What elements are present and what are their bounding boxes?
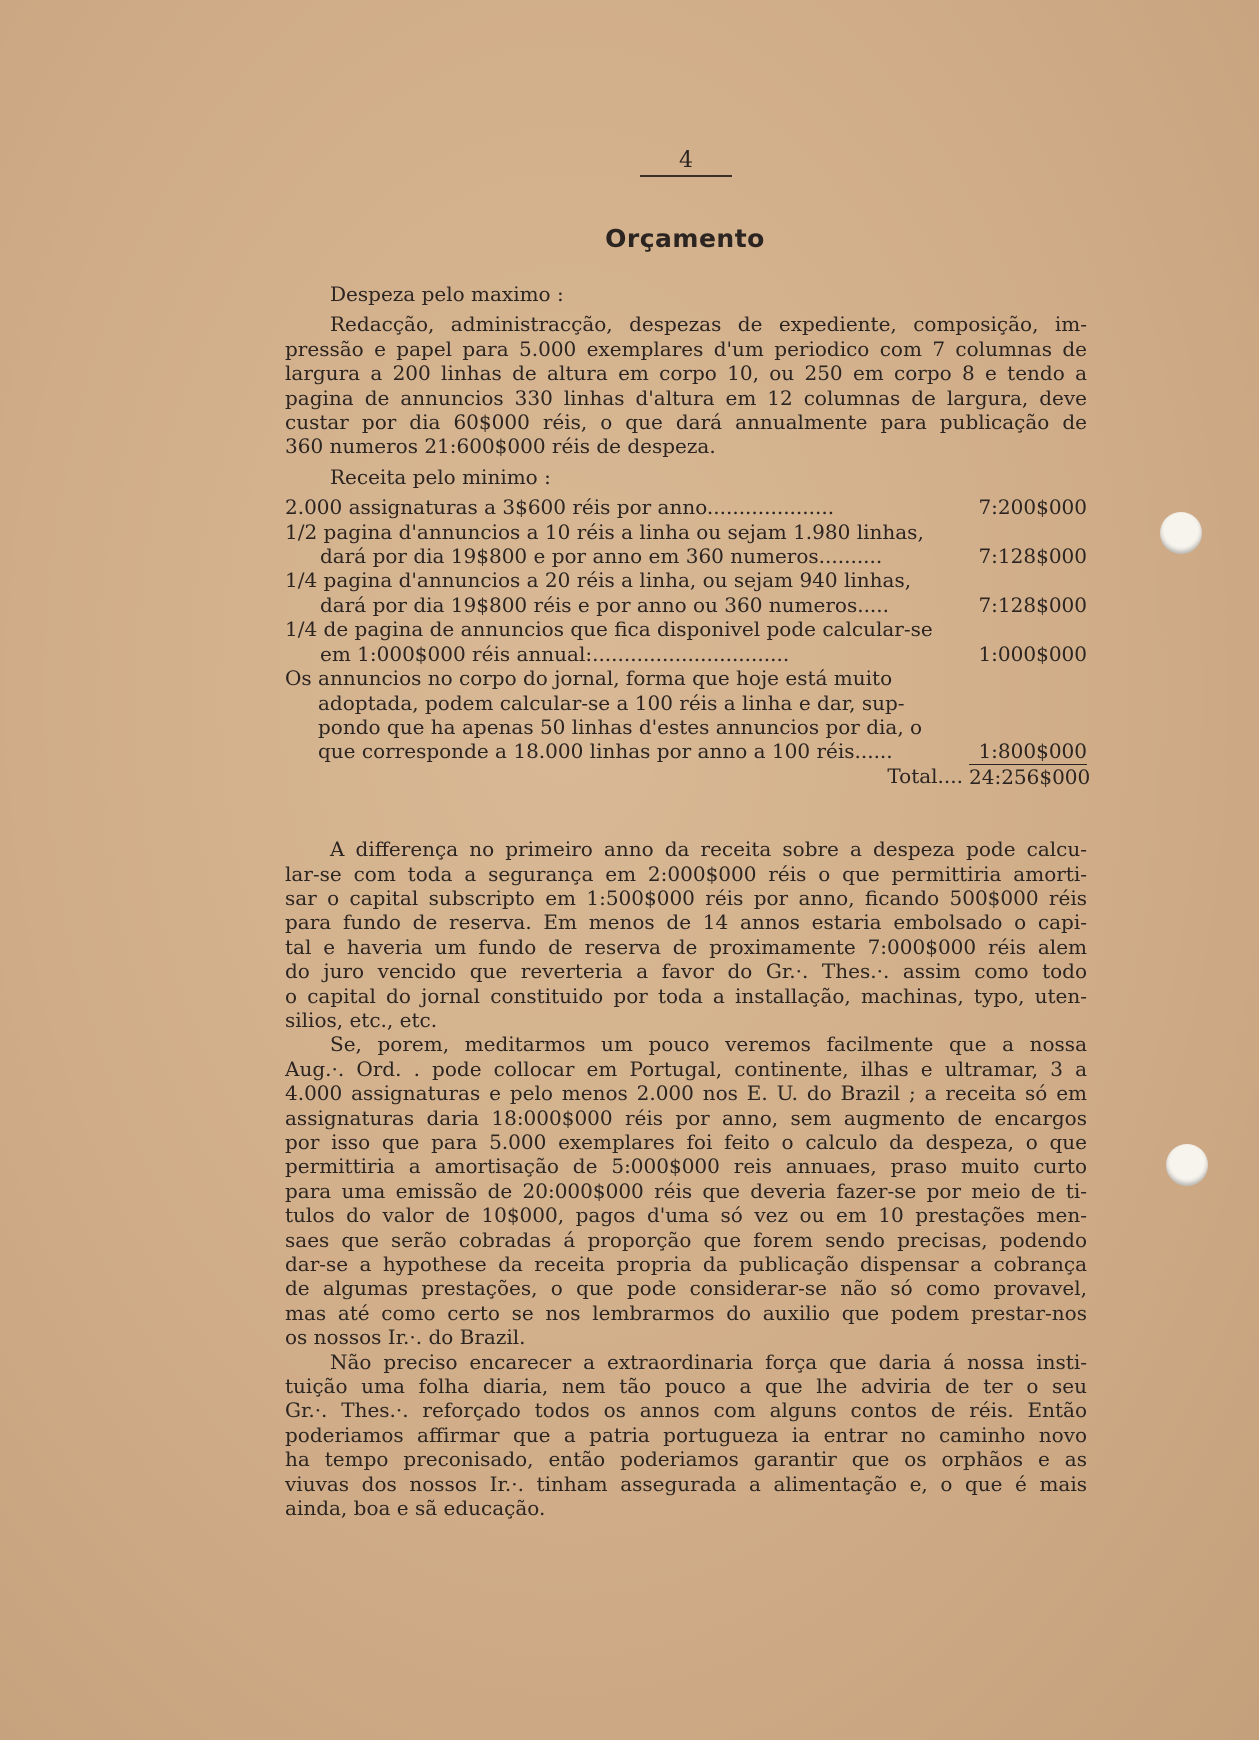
- text-line: silios, etc., etc.: [285, 1007, 438, 1032]
- text-line: 360 numeros 21:600$000 réis de despeza.: [285, 434, 716, 459]
- receita-desc: 1/2 pagina d'annuncios a 10 réis a linha ou sejam 1.980 linhas,: [285, 519, 924, 544]
- text-line: custar por dia 60$000 réis, o que dará annualmente para publicação de: [285, 410, 1087, 435]
- page-number: 4: [640, 148, 732, 177]
- receita-row: [285, 520, 1087, 544]
- receita-amount: 1:800$000: [978, 739, 1087, 764]
- total-amount: 24:256$000: [969, 764, 1091, 789]
- page-title: Orçamento: [605, 224, 765, 253]
- text-line: para fundo de reserva. Em menos de 14 annos estaria embolsado o capi-: [285, 910, 1087, 935]
- receita-desc: em 1:000$000 réis annual:...............................: [320, 641, 790, 666]
- punch-hole-bottom: [1166, 1144, 1208, 1186]
- text-line: de algumas prestações, o que pode considerar-se não só como provavel,: [285, 1276, 1087, 1301]
- text-line: permittiria a amortisação de 5:000$000 reis annuaes, praso muito curto: [285, 1154, 1087, 1179]
- receita-row: [285, 691, 1087, 715]
- receita-amount: 7:128$000: [978, 544, 1087, 569]
- paragraph-nao-preciso: [285, 1350, 1087, 1521]
- text-line: do juro vencido que reverteria a favor do Gr.·. Thes.·. assim como todo: [285, 959, 1087, 984]
- receita-row: [285, 617, 1087, 641]
- receita-table: [285, 495, 1091, 789]
- text-line: dar-se a hypothese da receita propria da publicação dispensar a cobrança: [285, 1252, 1087, 1277]
- receita-row: [285, 544, 1087, 568]
- document-body: [285, 282, 1091, 1521]
- text-line: saes que serão cobradas á proporção que forem sendo precisas, podendo: [285, 1227, 1087, 1252]
- text-line: tal e haveria um fundo de reserva de proximamente 7:000$000 réis alem: [285, 934, 1087, 959]
- receita-desc: adoptada, podem calcular-se a 100 réis a linha e dar, sup-: [318, 690, 905, 715]
- receita-row: [285, 568, 1087, 592]
- text-line: Não preciso encarecer a extraordinaria força que daria á nossa insti-: [330, 1349, 1087, 1374]
- text-line: Gr.·. Thes.·. reforçado todos os annos com alguns contos de réis. Então: [285, 1398, 1087, 1423]
- despeza-label: Despeza pelo maximo :: [330, 282, 564, 306]
- receita-row: [285, 642, 1087, 666]
- text-line: por isso que para 5.000 exemplares foi feito o calculo da despeza, o que: [285, 1130, 1087, 1154]
- receita-row: [285, 715, 1087, 739]
- receita-desc: 1/4 de pagina de annuncios que fica disponivel pode calcular-se: [285, 617, 933, 642]
- paragraph-differenca: [285, 837, 1087, 1032]
- text-line: para uma emissão de 20:000$000 réis que deveria fazer-se por meio de ti-: [285, 1178, 1087, 1203]
- text-line: Aug.·. Ord. . pode collocar em Portugal, continente, ilhas e ultramar, 3 a: [285, 1056, 1087, 1081]
- receita-label: Receita pelo minimo :: [330, 464, 551, 489]
- total-label: Total....: [887, 763, 963, 788]
- receita-desc: 1/4 pagina d'annuncios a 20 réis a linha, ou sejam 940 linhas,: [285, 568, 912, 593]
- receita-row: [285, 593, 1087, 617]
- text-line: tuição uma folha diaria, nem tão pouco a que lhe adviria de ter o seu: [285, 1374, 1087, 1399]
- receita-desc: Os annuncios no corpo do jornal, forma que hoje está muito: [285, 666, 893, 691]
- text-line: viuvas dos nossos Ir.·. tinham assegurada a alimentação e, o que é mais: [285, 1471, 1087, 1496]
- receita-row: [285, 739, 1087, 763]
- text-line: Redacção, administracção, despezas de expediente, composição, im-: [330, 312, 1087, 337]
- total-row: [285, 763, 1091, 789]
- punch-hole-top: [1160, 512, 1202, 554]
- receita-desc: 2.000 assignaturas a 3$600 réis por anno....................: [285, 495, 835, 520]
- text-line: mas até como certo se nos lembrarmos do auxilio que podem prestar-nos: [285, 1300, 1087, 1325]
- receita-row: [285, 666, 1087, 690]
- receita-amount: 7:128$000: [978, 592, 1087, 617]
- text-line: ha tempo preconisado, então poderiamos garantir que os orphãos e as: [285, 1447, 1087, 1472]
- text-line: os nossos Ir.·. do Brazil.: [285, 1325, 526, 1350]
- receita-desc: dará por dia 19$800 e por anno em 360 numeros..........: [320, 544, 883, 569]
- text-line: lar-se com toda a segurança em 2:000$000 réis o que permittiria amorti-: [285, 861, 1087, 886]
- text-line: tulos do valor de 10$000, pagos d'uma só vez ou em 10 prestações men-: [285, 1203, 1087, 1228]
- text-line: Se, porem, meditarmos um pouco veremos facilmente que a nossa: [330, 1032, 1087, 1057]
- text-line: pressão e papel para 5.000 exemplares d'um periodico com 7 columnas de: [285, 336, 1087, 361]
- text-line: sar o capital subscripto em 1:500$000 réis por anno, ficando 500$000 réis: [285, 885, 1087, 910]
- text-line: assignaturas daria 18:000$000 réis por anno, sem augmento de encargos: [285, 1105, 1087, 1130]
- receita-row: [285, 495, 1087, 519]
- receita-desc: que corresponde a 18.000 linhas por anno a 100 réis......: [318, 739, 893, 764]
- text-line: A differença no primeiro anno da receita sobre a despeza pode calcu-: [330, 837, 1087, 862]
- text-line: o capital do jornal constituido por toda a installação, machinas, typo, uten-: [285, 983, 1087, 1008]
- despeza-paragraph: [285, 312, 1087, 458]
- text-line: pagina de annuncios 330 linhas d'altura em 12 columnas de largura, deve: [285, 385, 1087, 410]
- receita-amount: 7:200$000: [978, 495, 1087, 520]
- receita-desc: pondo que ha apenas 50 linhas d'estes annuncios por dia, o: [318, 714, 923, 739]
- text-line: poderiamos affirmar que a patria portugueza ia entrar no caminho novo: [285, 1422, 1087, 1447]
- paragraph-porem: [285, 1032, 1087, 1349]
- receita-desc: dará por dia 19$800 réis e por anno ou 360 numeros.....: [320, 592, 889, 617]
- text-line: 4.000 assignaturas e pelo menos 2.000 nos E. U. do Brazil ; a receita só em: [285, 1081, 1087, 1106]
- text-line: largura a 200 linhas de altura em corpo 10, ou 250 em corpo 8 e tendo a: [285, 361, 1087, 386]
- receita-amount: 1:000$000: [978, 641, 1087, 666]
- text-line: ainda, boa e sã educação.: [285, 1496, 546, 1521]
